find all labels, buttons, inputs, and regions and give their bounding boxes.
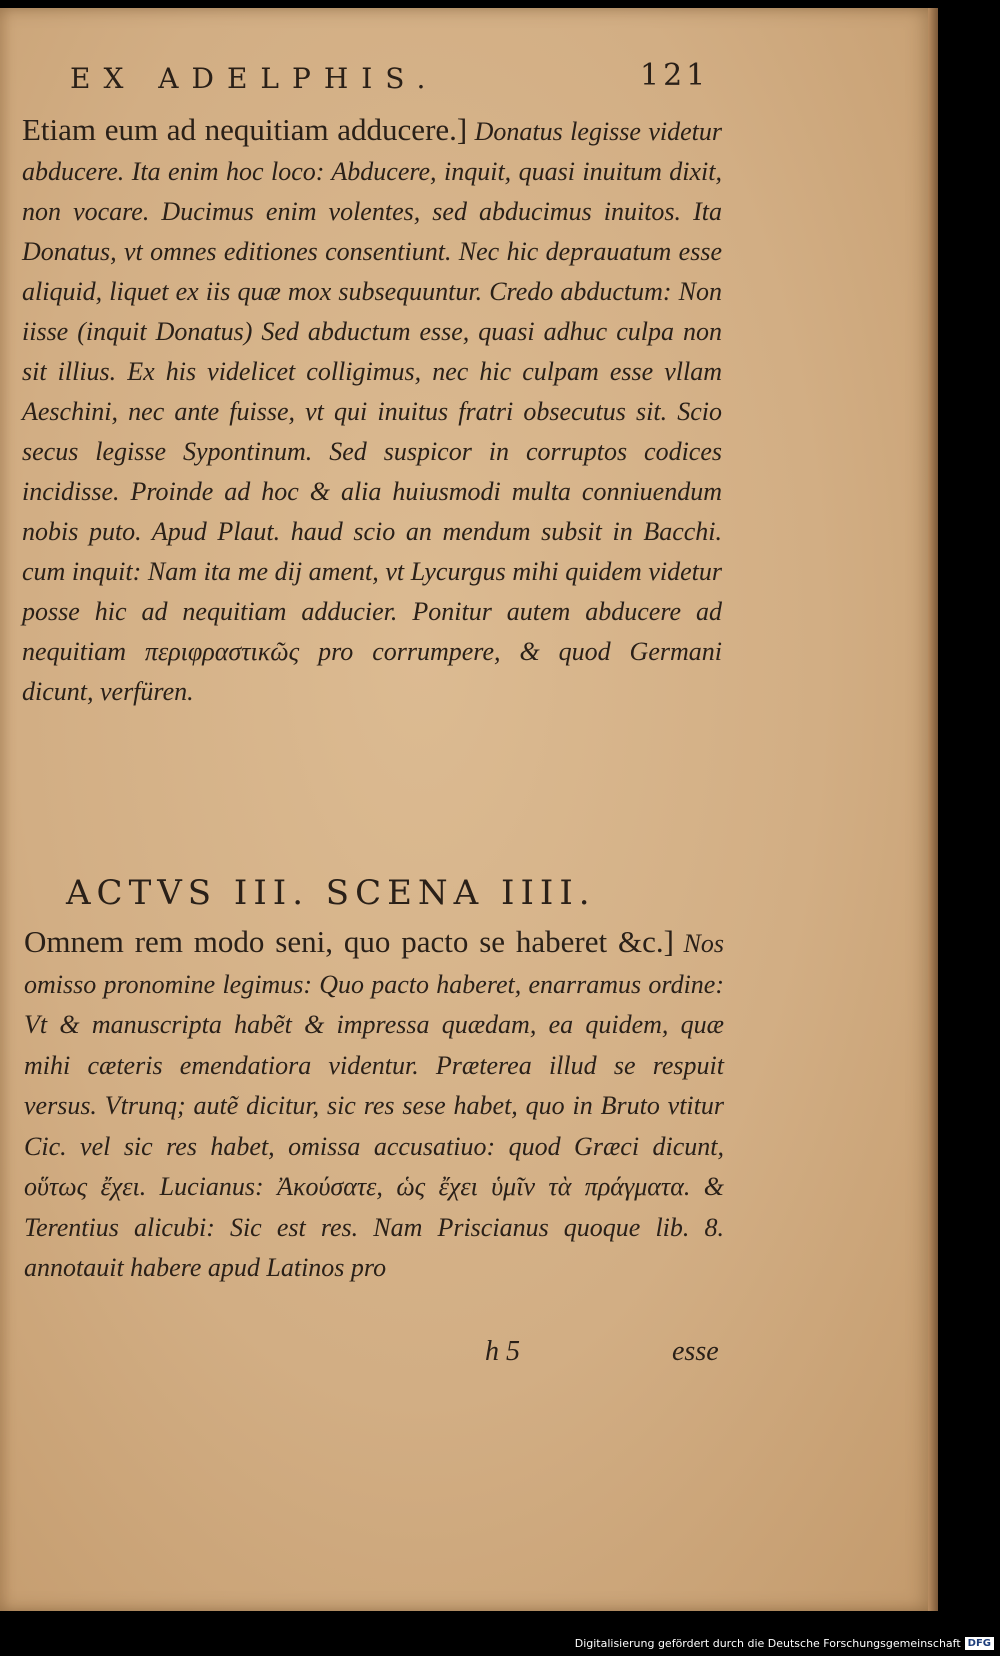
comment-2: Nos omisso pronomine legimus: Quo pacto haberet, enarramus ordine: Vt & manuscripta habẽt & impressa quædam, ea quidem, quæ mihi cæteris emendatiora videntur. Præterea illud se respuit versus. Vtrunq; autẽ dicitur, sic res sese habet, quo in Bruto vtitur Cic. vel sic res habet, omissa accusatiuo: quod Græci dicunt, οὕτως ἔχει. Lucianus: Ἀκούσατε, ὡς ἔχει ὑμῖν τὰ πράγματα. & Terentius alicubi: Sic est res. Nam Priscianus quoque lib. 8. annotauit habere apud Latinos pro [24, 929, 725, 1282]
commentary-paragraph-2 [24, 922, 724, 1289]
page-edge [928, 8, 938, 1611]
digitization-credit [575, 1637, 994, 1650]
lemma-2: Omnem rem modo seni, quo pacto se haberet &c.] [24, 924, 674, 959]
running-head: EX ADELPHIS. [70, 62, 439, 95]
credit-text: Digitalisierung gefördert durch die Deutsche Forschungsgemeinschaft [574, 1637, 961, 1650]
catchword: esse [672, 1336, 719, 1367]
scene-heading: ACTVS III. SCENA IIII. [66, 873, 596, 913]
lemma-1: Etiam eum ad nequitiam adducere.] [22, 112, 468, 147]
page-number: 121 [640, 58, 710, 93]
comment-1: Donatus legisse videtur abducere. Ita enim hoc loco: Abducere, inquit, quasi inuitum dixit, non vocare. Ducimus enim volentes, sed abducimus inuitos. Ita Donatus, vt omnes editiones consentiunt. Nec hic deprauatum esse aliquid, liquet ex iis quæ mox subsequuntur. Credo abductum: Non iisse (inquit Donatus) Sed abductum esse, quasi adhuc culpa non sit illius. Ex his videlicet colligimus, nec hic culpam esse vllam Aeschini, nec ante fuisse, vt qui inuitus fratri obsecutus sit. Scio secus legisse Sypontinum. Sed suspicor in corruptos codices incidisse. Proinde ad hoc & alia huiusmodi multa conniuendum nobis puto. Apud Plaut. haud scio an mendum subsit in Bacchi. cum inquit: Nam ita me dij ament, vt Lycurgus mihi quidem videtur posse hic ad nequitiam adducier. Ponitur autem abducere ad nequitiam περιφραστικῶς pro corrumpere, & quod Germani dicunt, verfüren. [22, 117, 723, 706]
signature-mark: h 5 [485, 1336, 520, 1367]
dfg-logo: DFG [965, 1637, 994, 1650]
commentary-paragraph-1 [22, 110, 722, 712]
